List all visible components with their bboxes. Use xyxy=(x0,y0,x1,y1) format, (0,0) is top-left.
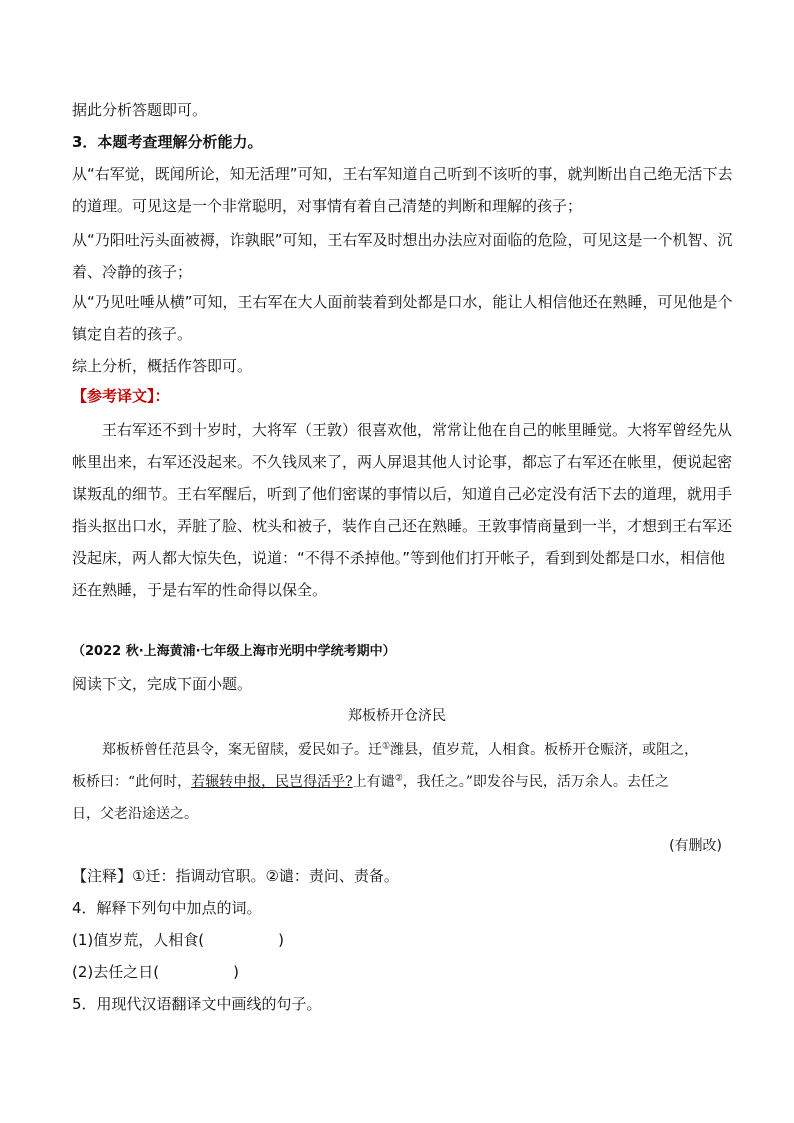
passage-line xyxy=(72,772,722,792)
question-4-2: (2)去任之日( ) xyxy=(72,963,239,981)
analysis-line: 从“乃见吐唾从横”可知，王右军在大人面前装着到处都是口水，能让人相信他还在熟睡，可见他是个 xyxy=(72,293,733,311)
edit-note: (有删改) xyxy=(669,838,722,854)
translation-line: 帐里出来，右军还没起来。不久钱凤来了，两人屏退其他人讨论事，都忘了右军还在帐里，便说起密 xyxy=(72,453,733,471)
passage-text: 郑板桥曾任范县令，案无留牍，爱民如子。迁 xyxy=(102,742,382,758)
translation-line: 王右军还不到十岁时，大将军（王敦）很喜欢他，常常让他在自己的帐里睡觉。大将军曾经先从 xyxy=(102,421,733,439)
passage-text: 潍县，值岁荒，人相食。板桥开仓赈济，或阻之， xyxy=(390,742,699,758)
passage-text: 上有谴 xyxy=(352,774,395,790)
footnote-marker: ② xyxy=(394,773,403,784)
translation-line: 还在熟睡，于是右军的性命得以保全。 xyxy=(72,581,328,599)
question-4: 4．解释下列句中加点的词。 xyxy=(72,899,262,917)
analysis-summary: 综上分析，概括作答即可。 xyxy=(72,357,253,375)
analysis-line: 镇定自若的孩子。 xyxy=(72,325,193,343)
analysis-line: 从“右军觉，既闻所论，知无活理”可知，王右军知道自己听到不该听的事，就判断出自己绝无活下去 xyxy=(72,165,733,183)
exam-instruction: 阅读下文，完成下面小题。 xyxy=(72,675,253,693)
passage-title: 郑板桥开仓济民 xyxy=(348,708,446,724)
annotations: 【注释】①迁：指调动官职。②谴：责问、责备。 xyxy=(72,867,399,885)
question-5: 5．用现代汉语翻译文中画线的句子。 xyxy=(72,995,322,1013)
translation-line: 指头抠出口水，弄脏了脸、枕头和被子，装作自己还在熟睡。王敦事情商量到一半，才想到王右军还 xyxy=(72,517,733,535)
analysis-line: 据此分析答题即可。 xyxy=(72,101,208,119)
passage-text: ，我任之。”即发谷与民，活万余人。去任之 xyxy=(402,774,669,790)
question-3-title: 3．本题考查理解分析能力。 xyxy=(72,133,263,151)
underlined-sentence: 若辗转申报，民岂得活乎? xyxy=(191,774,353,790)
passage-line: 日，父老沿途送之。 xyxy=(72,806,198,822)
analysis-line: 的道理。可见这是一个非常聪明，对事情有着自己清楚的判断和理解的孩子； xyxy=(72,197,583,215)
translation-line: 没起床，两人都大惊失色，说道：“不得不杀掉他。”等到他们打开帐子，看到到处都是口水，相信他 xyxy=(72,549,726,567)
analysis-line: 从“乃阳吐污头面被褥，诈孰眠”可知，王右军及时想出办法应对面临的危险，可见这是一个机智、沉 xyxy=(72,231,733,249)
passage-text: 板桥曰：“此何时， xyxy=(72,774,192,790)
question-4-1: (1)值岁荒，人相食( ) xyxy=(72,931,284,949)
analysis-line: 着、冷静的孩子； xyxy=(72,263,193,281)
exam-source: （2022 秋·上海黄浦·七年级上海市光明中学统考期中） xyxy=(72,644,396,659)
translation-line: 谋叛乱的细节。王右军醒后，听到了他们密谋的事情以后，知道自己必定没有活下去的道理，就用手 xyxy=(72,485,733,503)
passage-line xyxy=(102,740,722,760)
translation-heading: 【参考译文】： xyxy=(72,387,170,405)
footnote-marker: ① xyxy=(382,741,391,752)
